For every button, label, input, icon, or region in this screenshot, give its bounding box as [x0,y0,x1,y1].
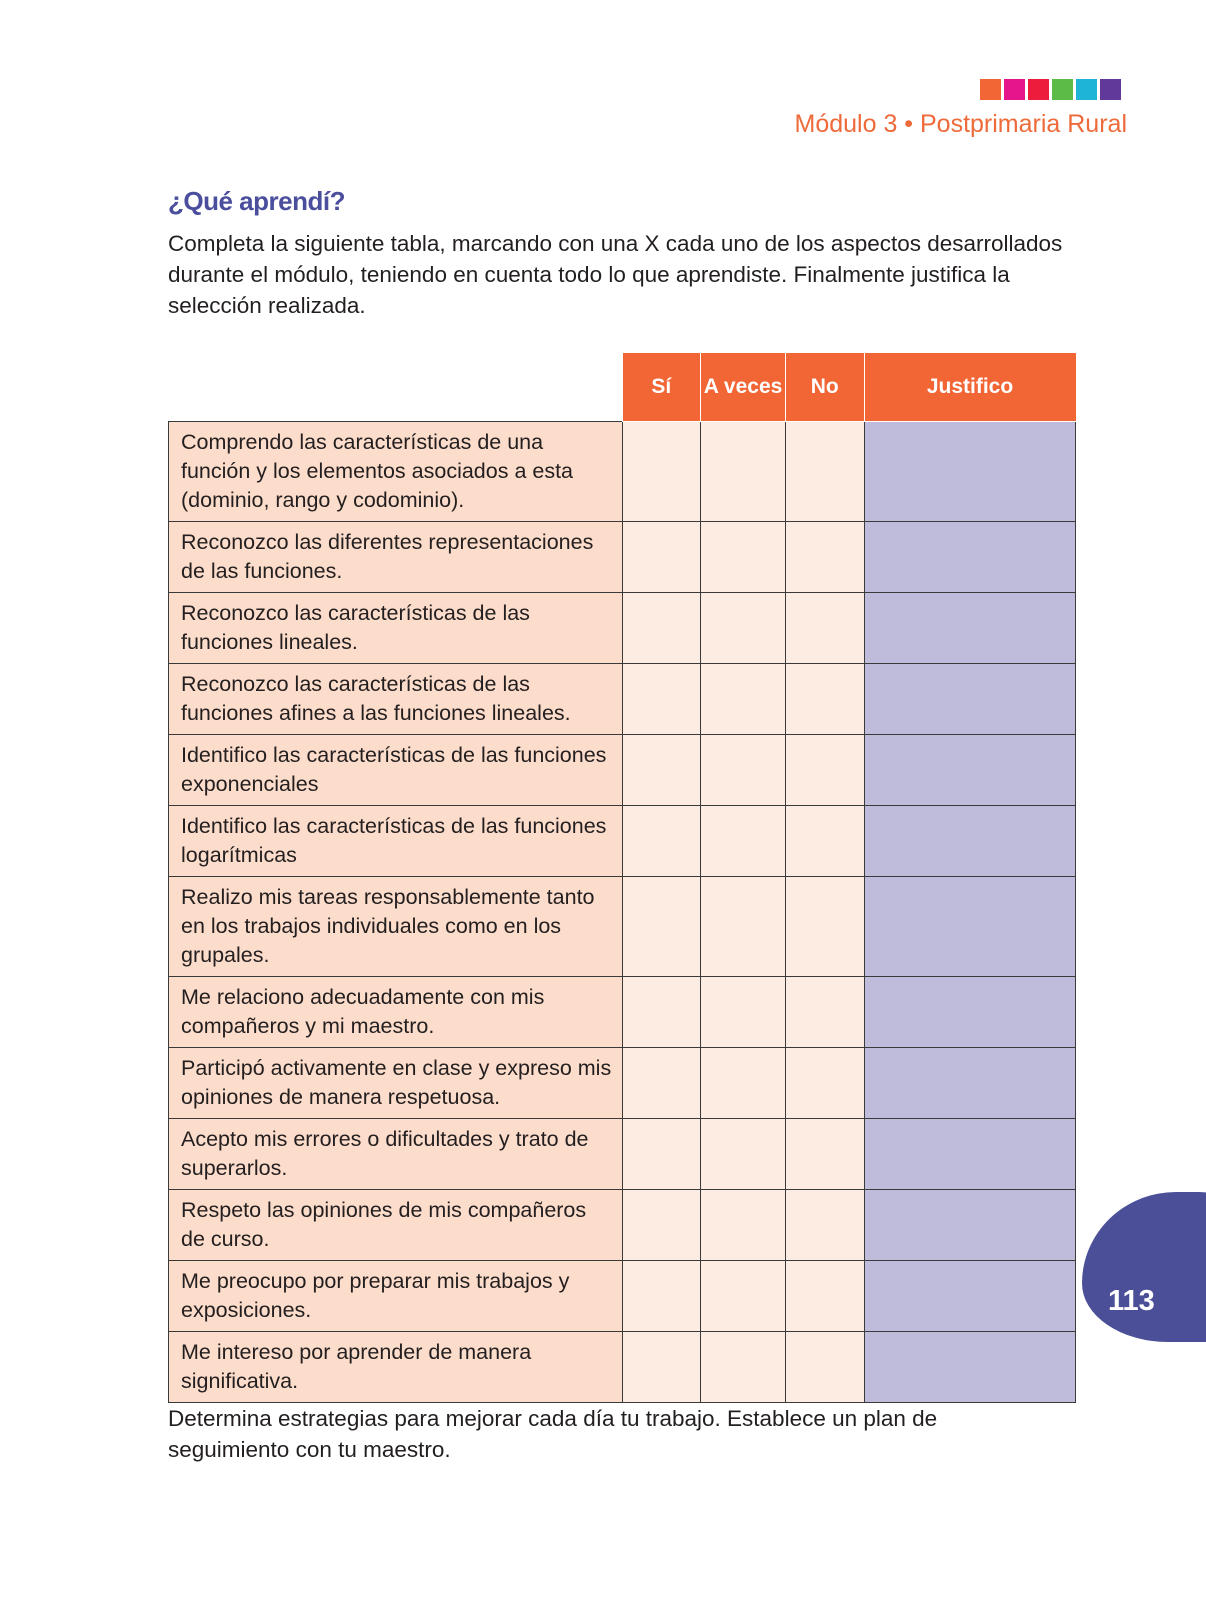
table-row [169,522,1076,593]
row-statement: Reconozco las diferentes representaciones de las funciones. [169,522,623,593]
module-header: Módulo 3 • Postprimaria Rural [794,110,1127,138]
mark-cell-a-veces[interactable] [701,806,786,877]
justification-cell[interactable] [864,593,1075,664]
table-header-row [169,353,1076,422]
row-statement: Me preocupo por preparar mis trabajos y exposiciones. [169,1261,623,1332]
closing-text: Determina estrategias para mejorar cada día tu trabajo. Establece un plan de seguimiento con tu maestro. [168,1406,938,1462]
mark-cell-si[interactable] [622,522,701,593]
justification-cell[interactable] [864,1261,1075,1332]
mark-cell-a-veces[interactable] [701,1119,786,1190]
mark-cell-no[interactable] [785,593,864,664]
justification-cell[interactable] [864,977,1075,1048]
mark-cell-a-veces[interactable] [701,664,786,735]
mark-cell-si[interactable] [622,877,701,977]
table-row [169,593,1076,664]
page-number: 113 [1108,1285,1155,1317]
column-header-si: Sí [622,353,701,422]
table-row [169,1190,1076,1261]
mark-cell-si[interactable] [622,735,701,806]
table-row [169,1261,1076,1332]
mark-cell-no[interactable] [785,422,864,522]
mark-cell-a-veces[interactable] [701,735,786,806]
swatch-orange [980,79,1001,100]
swatch-cyan [1076,79,1097,100]
mark-cell-si[interactable] [622,664,701,735]
self-evaluation-table [168,352,1076,1403]
table-body [169,422,1076,1403]
section-title: ¿Qué aprendí? [168,186,345,216]
mark-cell-si[interactable] [622,422,701,522]
row-statement: Participó activamente en clase y expreso mis opiniones de manera respetuosa. [169,1048,623,1119]
page-number-tab [1082,1192,1206,1342]
swatch-magenta [1004,79,1025,100]
mark-cell-a-veces[interactable] [701,877,786,977]
row-statement: Reconozco las características de las funciones lineales. [169,593,623,664]
row-statement: Acepto mis errores o dificultades y trato de superarlos. [169,1119,623,1190]
mark-cell-si[interactable] [622,806,701,877]
mark-cell-si[interactable] [622,593,701,664]
mark-cell-si[interactable] [622,1261,701,1332]
justification-cell[interactable] [864,1190,1075,1261]
justification-cell[interactable] [864,735,1075,806]
mark-cell-no[interactable] [785,735,864,806]
mark-cell-si[interactable] [622,977,701,1048]
row-statement: Me relaciono adecuadamente con mis compañeros y mi maestro. [169,977,623,1048]
justification-cell[interactable] [864,1048,1075,1119]
justification-cell[interactable] [864,422,1075,522]
column-header-no: No [785,353,864,422]
mark-cell-a-veces[interactable] [701,977,786,1048]
swatch-green [1052,79,1073,100]
row-statement: Identifico las características de las funciones logarítmicas [169,806,623,877]
table-row [169,977,1076,1048]
mark-cell-no[interactable] [785,522,864,593]
mark-cell-si[interactable] [622,1119,701,1190]
mark-cell-si[interactable] [622,1190,701,1261]
mark-cell-no[interactable] [785,664,864,735]
column-header-a-veces: A veces [701,353,786,422]
mark-cell-a-veces[interactable] [701,1048,786,1119]
mark-cell-no[interactable] [785,877,864,977]
row-statement: Identifico las características de las funciones exponenciales [169,735,623,806]
mark-cell-no[interactable] [785,1190,864,1261]
mark-cell-a-veces[interactable] [701,593,786,664]
table-row [169,735,1076,806]
mark-cell-no[interactable] [785,1048,864,1119]
table-row [169,1119,1076,1190]
mark-cell-a-veces[interactable] [701,1190,786,1261]
justification-cell[interactable] [864,1332,1075,1403]
swatch-red [1028,79,1049,100]
mark-cell-no[interactable] [785,977,864,1048]
justification-cell[interactable] [864,522,1075,593]
table-row [169,1332,1076,1403]
table-row [169,1048,1076,1119]
table-row [169,806,1076,877]
justification-cell[interactable] [864,806,1075,877]
justification-cell[interactable] [864,664,1075,735]
table-row [169,877,1076,977]
mark-cell-no[interactable] [785,806,864,877]
column-header-justifico: Justifico [864,353,1075,422]
row-statement: Reconozco las características de las funciones afines a las funciones lineales. [169,664,623,735]
color-swatches [980,79,1121,100]
mark-cell-a-veces[interactable] [701,1261,786,1332]
mark-cell-a-veces[interactable] [701,1332,786,1403]
row-statement: Comprendo las características de una función y los elementos asociados a esta (dominio, rango y codominio). [169,422,623,522]
instructions-text: Completa la siguiente tabla, marcando con una X cada uno de los aspectos desarrollados durante el módulo, teniendo en cuenta todo lo que aprendiste. Finalmente justifica la selección realizada. [168,231,1063,318]
mark-cell-si[interactable] [622,1048,701,1119]
mark-cell-a-veces[interactable] [701,422,786,522]
justification-cell[interactable] [864,877,1075,977]
mark-cell-si[interactable] [622,1332,701,1403]
swatch-purple [1100,79,1121,100]
mark-cell-no[interactable] [785,1261,864,1332]
row-statement: Realizo mis tareas responsablemente tanto en los trabajos individuales como en los grupales. [169,877,623,977]
row-statement: Me intereso por aprender de manera significativa. [169,1332,623,1403]
table-row [169,664,1076,735]
mark-cell-no[interactable] [785,1332,864,1403]
justification-cell[interactable] [864,1119,1075,1190]
header-spacer [169,353,623,422]
table-row [169,422,1076,522]
mark-cell-a-veces[interactable] [701,522,786,593]
mark-cell-no[interactable] [785,1119,864,1190]
row-statement: Respeto las opiniones de mis compañeros de curso. [169,1190,623,1261]
